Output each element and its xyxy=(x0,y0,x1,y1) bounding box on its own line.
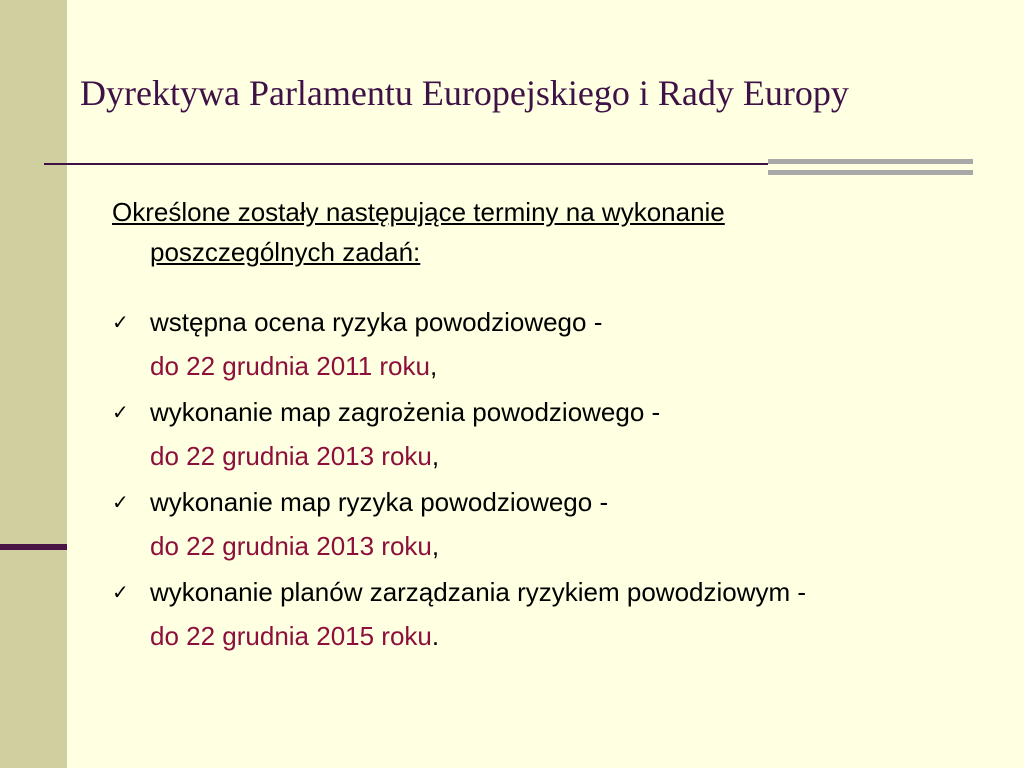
intro-line-2: poszczególnych zadań: xyxy=(150,237,421,267)
left-decorative-band xyxy=(0,0,67,768)
item-text: wykonanie map ryzyka powodziowego - xyxy=(150,487,609,517)
checkmark-icon: ✓ xyxy=(112,580,129,604)
list-item xyxy=(112,390,952,478)
intro-line-1: Określone zostały następujące terminy na wykonanie xyxy=(112,197,725,227)
list-item xyxy=(112,300,952,388)
item-text: wykonanie planów zarządzania ryzykiem powodziowym - xyxy=(150,577,807,607)
divider-accent-bar-top xyxy=(768,159,973,164)
title-divider xyxy=(44,163,768,165)
item-text: wykonanie map zagrożenia powodziowego - xyxy=(150,397,661,427)
deadline-line xyxy=(150,614,952,658)
slide-body xyxy=(112,192,952,660)
punctuation: , xyxy=(431,441,440,471)
deadline-date: do 22 grudnia 2015 roku xyxy=(150,621,432,651)
punctuation: , xyxy=(429,351,438,381)
deadline-date: do 22 grudnia 2011 roku xyxy=(150,351,430,381)
intro-text xyxy=(112,192,952,272)
slide-title: Dyrektywa Parlamentu Europejskiego i Rady Europy xyxy=(80,73,849,113)
list-item xyxy=(112,480,952,568)
divider-accent-bar-bottom xyxy=(768,170,973,175)
checkmark-icon: ✓ xyxy=(112,310,129,334)
list-item xyxy=(112,570,952,658)
deadline-line xyxy=(150,434,952,478)
checkmark-icon: ✓ xyxy=(112,400,129,424)
checkmark-icon: ✓ xyxy=(112,490,129,514)
punctuation: . xyxy=(431,621,440,651)
deadline-line xyxy=(150,344,952,388)
deadline-list xyxy=(112,300,952,658)
deadline-line xyxy=(150,524,952,568)
left-accent-bar xyxy=(0,544,67,550)
item-text: wstępna ocena ryzyka powodziowego - xyxy=(150,307,603,337)
deadline-date: do 22 grudnia 2013 roku xyxy=(150,441,432,471)
punctuation: , xyxy=(431,531,440,561)
deadline-date: do 22 grudnia 2013 roku xyxy=(150,531,432,561)
